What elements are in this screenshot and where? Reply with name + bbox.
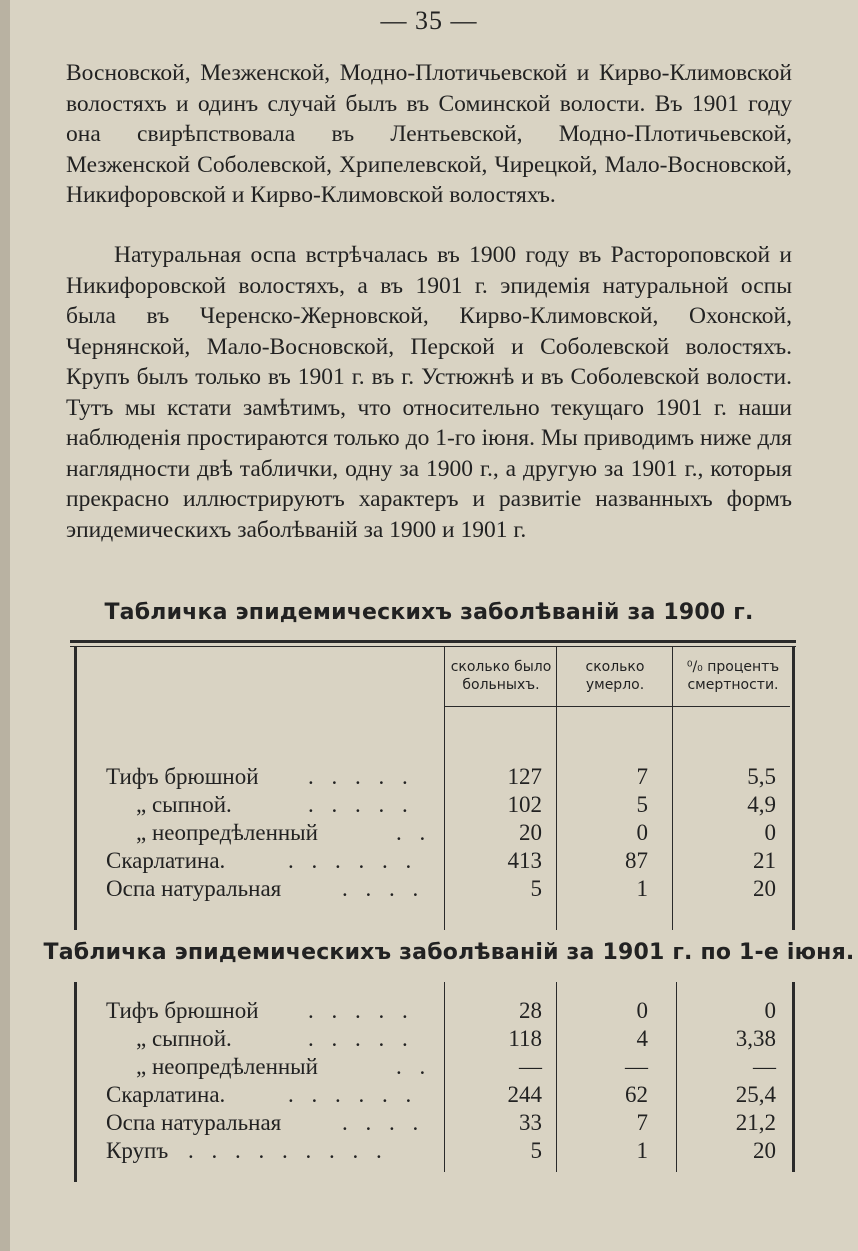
table-border-top [70, 640, 796, 643]
header-rule [444, 706, 790, 707]
cell-percent: 0 [764, 998, 776, 1023]
header-sick: сколько было больныхъ. [450, 659, 552, 693]
cell-died: 0 [636, 820, 648, 845]
cell-percent: 5,5 [747, 764, 776, 789]
row-dots: . . . . . [308, 1026, 414, 1051]
row-label: „ неопредѣленный [136, 820, 318, 845]
cell-died: 1 [636, 876, 648, 901]
page-number: — 35 — [380, 6, 478, 35]
row-label: „ сыпной. [136, 792, 232, 817]
cell-percent: 4,9 [747, 792, 776, 817]
cell-died: 62 [625, 1082, 648, 1107]
cell-sick: 413 [507, 848, 542, 873]
cell-died: 1 [636, 1138, 648, 1163]
table-row [70, 762, 796, 792]
table-row [70, 1136, 796, 1166]
cell-sick: 28 [519, 998, 542, 1023]
cell-died: 7 [636, 1110, 648, 1135]
table-row [70, 874, 796, 904]
row-label: Крупъ [106, 1138, 169, 1163]
header-percent: ⁰/₀ процентъ смертности. [686, 659, 780, 693]
table-row [70, 1052, 796, 1082]
row-dots: . . . . . . [288, 848, 418, 873]
paragraph-1: Восновской, Мезженской, Модно-Плотичьевской и Кирво-Климовской волостяхъ и одинъ случай былъ въ Соминской волости. Въ 1901 году она свирѣпствовала въ Лентьевской, Модно-Плотичьевской, Мезженской Соболевской, Хрипелевской, Чирецкой, Мало-Восновской, Никифоровской и Кирво-Климовской волостяхъ. [66, 60, 792, 208]
row-dots: . . . . . [308, 998, 414, 1023]
table-row [70, 1080, 796, 1110]
cell-sick: — [519, 1054, 542, 1079]
cell-sick: 5 [530, 1138, 542, 1163]
cell-percent: 21 [753, 848, 776, 873]
table-1900-title: Табличка эпидемическихъ заболѣваній за 1900 г. [104, 600, 754, 625]
row-dots: . . . . [342, 1110, 425, 1135]
row-label: Тифъ брюшной [106, 764, 259, 789]
row-dots: . . . . . [308, 792, 414, 817]
row-dots: . . . . . [308, 764, 414, 789]
cell-sick: 102 [507, 792, 542, 817]
cell-died: 5 [636, 792, 648, 817]
row-dots: . . . . . . [288, 1082, 418, 1107]
table-row [70, 1024, 796, 1054]
row-label: Оспа натуральная [106, 876, 282, 901]
table-row [70, 818, 796, 848]
cell-percent: 3,38 [735, 1026, 776, 1051]
cell-died: — [625, 1054, 648, 1079]
cell-sick: 5 [530, 876, 542, 901]
cell-died: 87 [625, 848, 648, 873]
row-dots: . . [396, 820, 432, 845]
row-label: Скарлатина. [106, 848, 226, 873]
cell-percent: — [753, 1054, 776, 1079]
cell-sick: 20 [519, 820, 542, 845]
table-border-top-inner [70, 646, 796, 647]
cell-died: 0 [636, 998, 648, 1023]
row-label: „ сыпной. [136, 1026, 232, 1051]
table-row [70, 1108, 796, 1138]
paragraph-2: Натуральная оспа встрѣчалась въ 1900 году въ Растороповской и Никифоровской волостяхъ, а въ 1901 г. эпидемія натуральной оспы была въ Черенско-Жерновской, Кирво-Климовской, Охонской, Чернянской, Мало-Восновской, Перской и Соболевской волостяхъ. Крупъ былъ только въ 1901 г. въ г. Устюжнѣ и въ Соболевской волости. Тутъ мы кстати замѣтимъ, что относительно текущаго 1901 г. наши наблюденія простираются только до 1-го іюня. Мы приводимъ ниже для наглядности двѣ таблички, одну за 1900 г., а другую за 1901 г., которыя прекрасно иллюстрируютъ характеръ и развитіе названныхъ формъ эпидемическихъ заболѣваній за 1900 и 1901 г. [66, 242, 792, 543]
header-died: сколько умерло. [585, 659, 645, 693]
cell-percent: 20 [753, 876, 776, 901]
table-row [70, 846, 796, 876]
row-label: Оспа натуральная [106, 1110, 282, 1135]
cell-died: 7 [636, 764, 648, 789]
cell-sick: 33 [519, 1110, 542, 1135]
table-1901 [70, 982, 796, 1182]
row-dots: . . [396, 1054, 432, 1079]
row-label: Тифъ брюшной [106, 998, 259, 1023]
table-1900 [70, 640, 796, 930]
cell-percent: 25,4 [735, 1082, 776, 1107]
row-label: „ неопредѣленный [136, 1054, 318, 1079]
cell-sick: 244 [507, 1082, 542, 1107]
cell-sick: 127 [507, 764, 542, 789]
page-edge [0, 0, 10, 1251]
row-label: Скарлатина. [106, 1082, 226, 1107]
table-1901-title: Табличка эпидемическихъ заболѣваній за 1901 г. по 1-е іюня. [43, 940, 855, 965]
row-dots: . . . . [342, 876, 425, 901]
table-row [70, 790, 796, 820]
cell-sick: 118 [508, 1026, 542, 1051]
cell-percent: 20 [753, 1138, 776, 1163]
row-dots: . . . . . . . . . [188, 1138, 388, 1163]
cell-percent: 21,2 [735, 1110, 776, 1135]
cell-percent: 0 [764, 820, 776, 845]
table-row [70, 996, 796, 1026]
cell-died: 4 [636, 1026, 648, 1051]
